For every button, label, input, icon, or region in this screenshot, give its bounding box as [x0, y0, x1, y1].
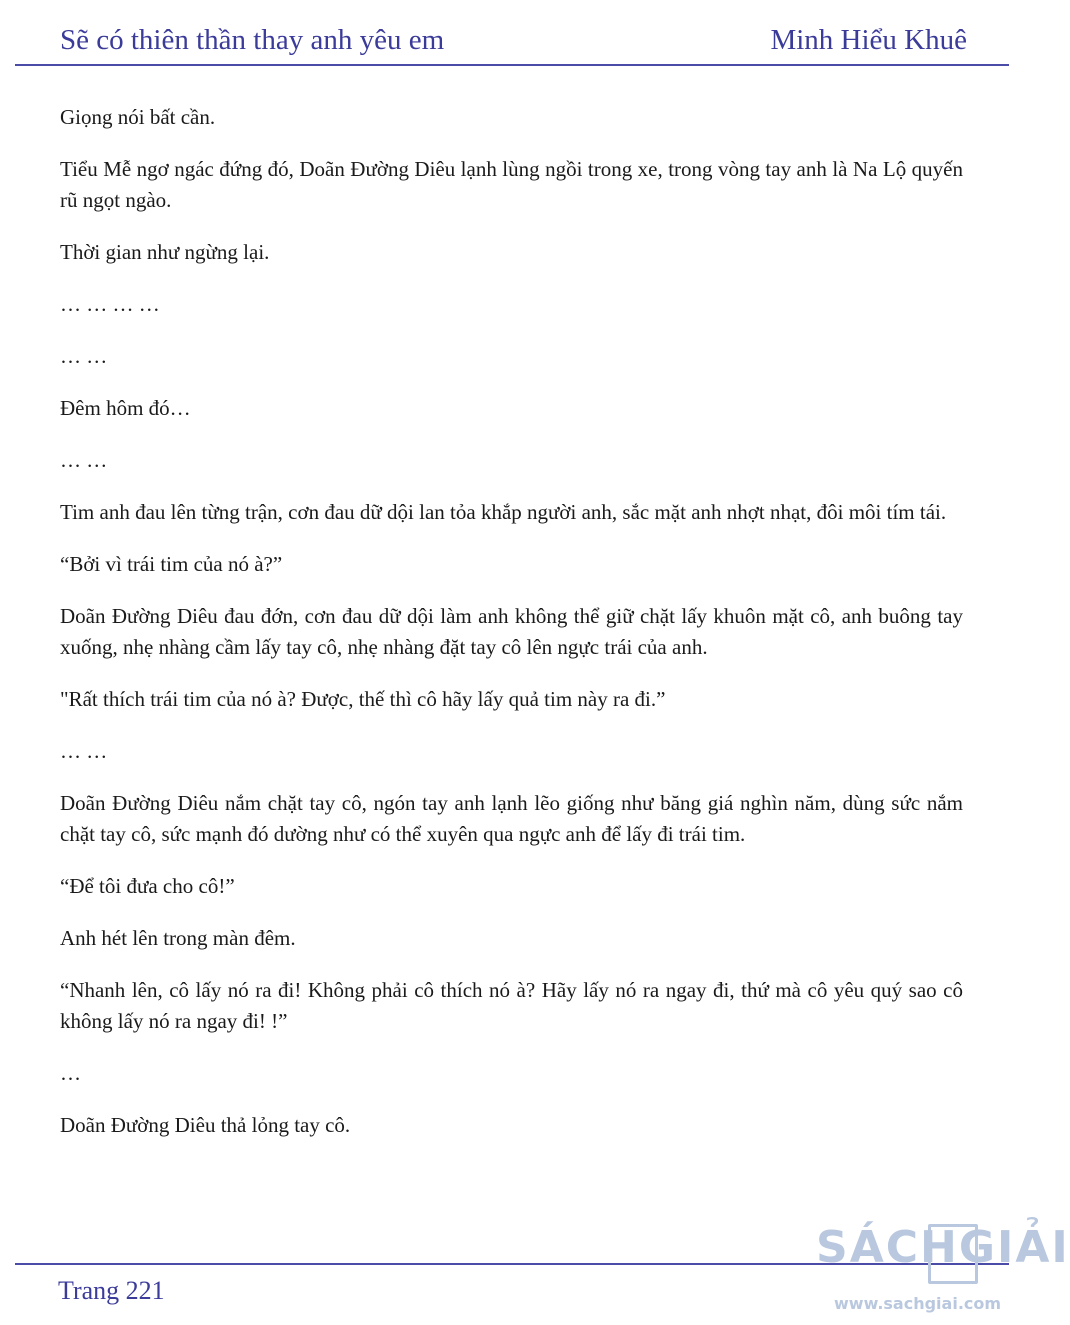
header-divider	[15, 64, 1009, 66]
page-body	[60, 102, 963, 1162]
paragraph: "Rất thích trái tim của nó à? Được, thế thì cô hãy lấy quả tim này ra đi.”	[60, 687, 666, 711]
paragraph: … … … …	[60, 292, 160, 316]
paragraph: Thời gian như ngừng lại.	[60, 240, 270, 264]
author-name: Minh Hiểu Khuê	[770, 24, 967, 56]
paragraph: Anh hét lên trong màn đêm.	[60, 926, 296, 950]
paragraph: … …	[60, 448, 108, 472]
paragraph: Doãn Đường Diêu đau đớn, cơn đau dữ dội làm anh không thể giữ chặt lấy khuôn mặt cô, anh buông tay xuống, nhẹ nhàng cầm lấy tay cô, nhẹ nhàng đặt tay cô lên ngực trái của anh.	[60, 604, 963, 659]
paragraph: “Để tôi đưa cho cô!”	[60, 874, 235, 898]
page-header	[0, 0, 1024, 68]
watermark-logo-text: SÁCHGIẢI	[816, 1222, 1070, 1273]
paragraph: Tim anh đau lên từng trận, cơn đau dữ dội lan tỏa khắp người anh, sắc mặt anh nhợt nhạt, đôi môi tím tái.	[60, 500, 947, 524]
paragraph: Đêm hôm đó…	[60, 396, 191, 420]
watermark-url: www.sachgiai.com	[834, 1294, 1002, 1313]
paragraph: Doãn Đường Diêu nắm chặt tay cô, ngón tay anh lạnh lẽo giống như băng giá nghìn năm, dùng sức nắm chặt tay cô, sức mạnh đó dường như có thể xuyên qua ngực anh để lấy đi trái tim.	[60, 791, 963, 846]
watermark-logo	[816, 1222, 1070, 1322]
paragraph: Tiểu Mễ ngơ ngác đứng đó, Doãn Đường Diêu lạnh lùng ngồi trong xe, trong vòng tay anh là Na Lộ quyến rũ ngọt ngào.	[60, 157, 963, 212]
paragraph: … …	[60, 344, 108, 368]
paragraph: …	[60, 1061, 81, 1085]
book-title: Sẽ có thiên thần thay anh yêu em	[60, 24, 445, 56]
paragraph: “Bởi vì trái tim của nó à?”	[60, 552, 283, 576]
paragraph: Doãn Đường Diêu thả lỏng tay cô.	[60, 1113, 351, 1137]
page-number: Trang 221	[58, 1276, 165, 1305]
paragraph: Giọng nói bất cần.	[60, 105, 216, 129]
paragraph: “Nhanh lên, cô lấy nó ra đi! Không phải cô thích nó à? Hãy lấy nó ra ngay đi, thứ mà cô yêu quý sao cô không lấy nó ra ngay đi! !”	[60, 978, 963, 1033]
paragraph: … …	[60, 739, 108, 763]
